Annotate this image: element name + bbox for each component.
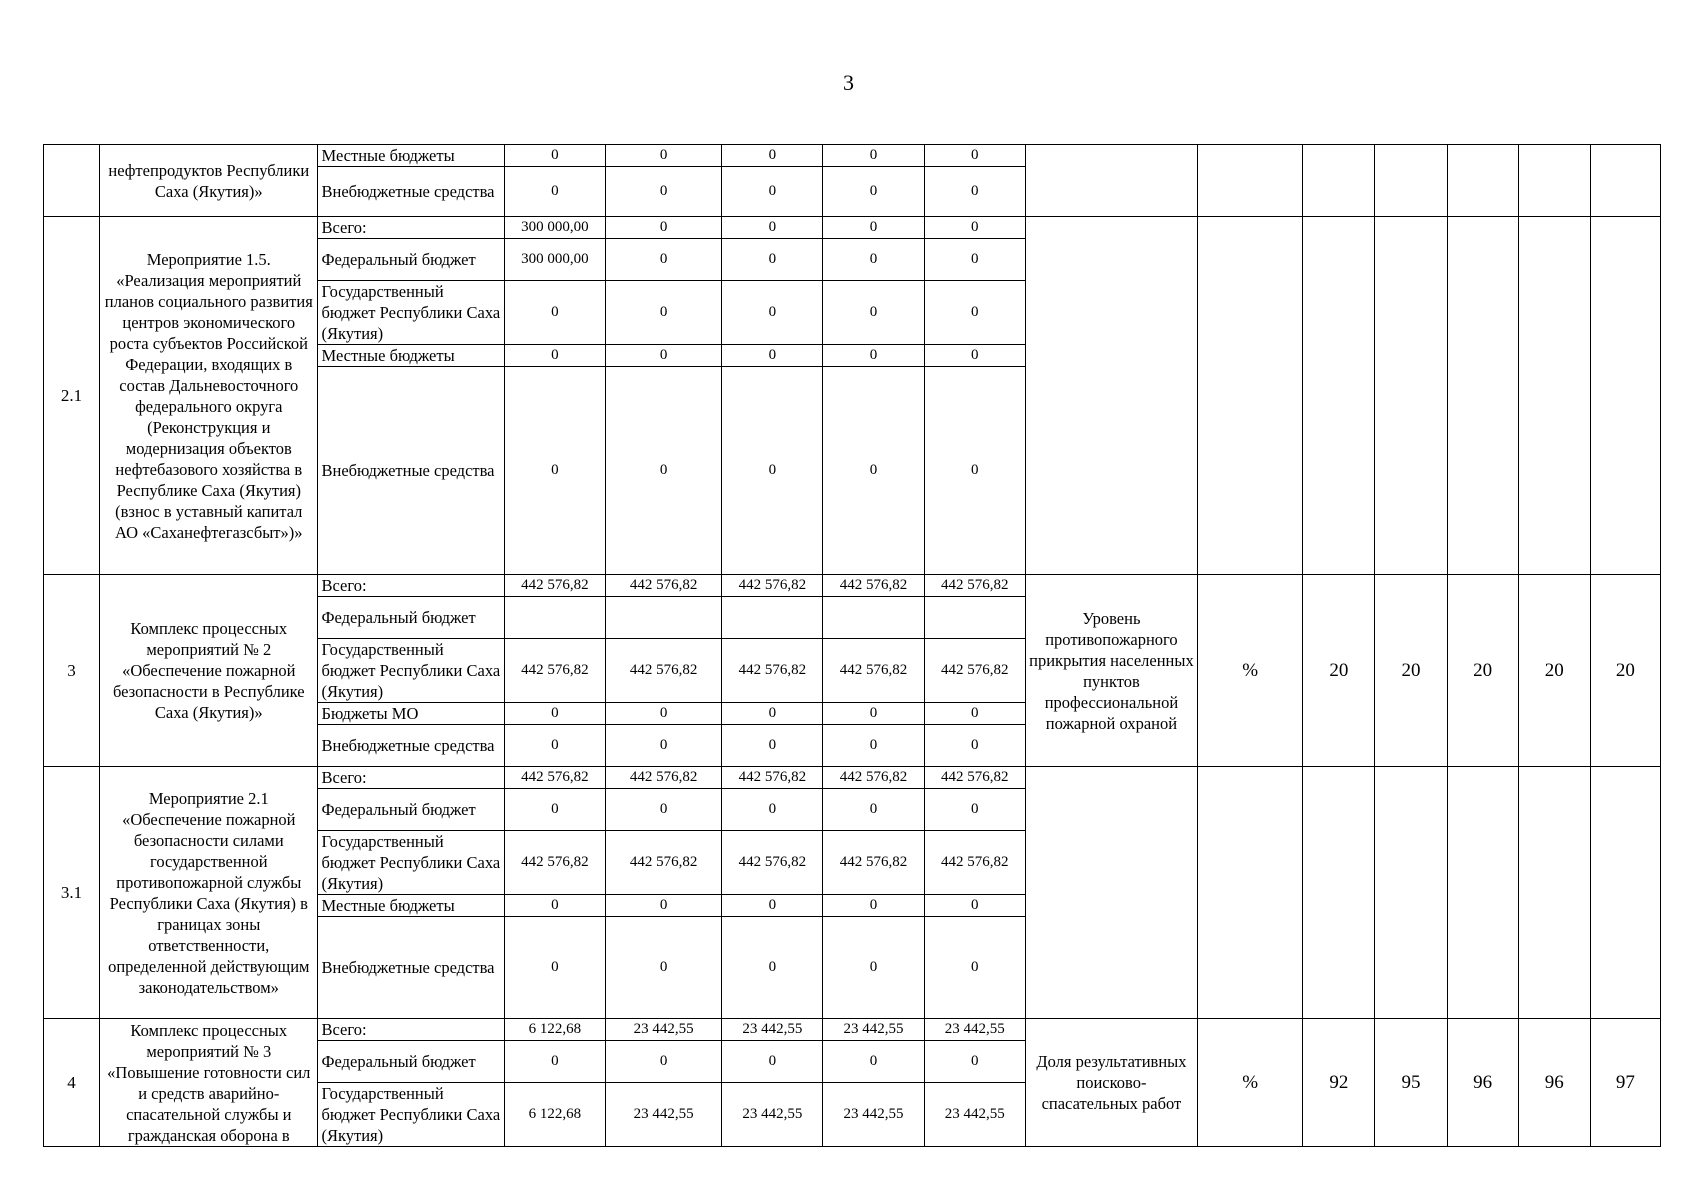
amount-cell: 442 576,82 xyxy=(722,575,823,597)
indicator-value-cell xyxy=(1447,217,1518,575)
amount-cell: 0 xyxy=(722,145,823,167)
amount-cell: 442 576,82 xyxy=(606,575,722,597)
page-number: 3 xyxy=(843,70,854,95)
table-row xyxy=(44,1019,1661,1041)
amount-cell: 0 xyxy=(504,367,605,575)
funding-source-cell: Федеральный бюджет xyxy=(318,597,504,639)
amount-cell: 23 442,55 xyxy=(924,1019,1025,1041)
amount-cell: 442 576,82 xyxy=(504,575,605,597)
amount-cell: 0 xyxy=(504,167,605,217)
amount-cell: 23 442,55 xyxy=(823,1083,924,1147)
amount-cell xyxy=(823,597,924,639)
amount-cell: 442 576,82 xyxy=(823,767,924,789)
amount-cell: 442 576,82 xyxy=(823,575,924,597)
amount-cell: 0 xyxy=(606,725,722,767)
amount-cell: 23 442,55 xyxy=(823,1019,924,1041)
indicator-cell xyxy=(1025,145,1197,217)
funding-source-cell: Федеральный бюджет xyxy=(318,789,504,831)
funding-source-cell: Бюджеты МО xyxy=(318,703,504,725)
amount-cell: 442 576,82 xyxy=(504,639,605,703)
amount-cell: 6 122,68 xyxy=(504,1019,605,1041)
amount-cell: 0 xyxy=(606,703,722,725)
amount-cell xyxy=(924,597,1025,639)
amount-cell: 0 xyxy=(823,703,924,725)
unit-cell xyxy=(1198,217,1303,575)
amount-cell: 442 576,82 xyxy=(504,767,605,789)
indicator-value-cell: 96 xyxy=(1518,1019,1590,1147)
amount-cell: 0 xyxy=(722,167,823,217)
amount-cell: 0 xyxy=(823,239,924,281)
table-row xyxy=(44,575,1661,597)
indicator-value-cell xyxy=(1518,145,1590,217)
funding-source-cell: Внебюджетные средства xyxy=(318,917,504,1019)
funding-source-cell: Государственный бюджет Республики Саха (Якутия) xyxy=(318,1083,504,1147)
amount-cell: 0 xyxy=(606,917,722,1019)
amount-cell: 23 442,55 xyxy=(606,1019,722,1041)
item-number-cell: 3 xyxy=(44,575,100,767)
table-row xyxy=(44,145,1661,167)
amount-cell: 0 xyxy=(722,367,823,575)
amount-cell: 442 576,82 xyxy=(606,639,722,703)
item-number-cell: 4 xyxy=(44,1019,100,1147)
funding-source-cell: Местные бюджеты xyxy=(318,895,504,917)
amount-cell: 0 xyxy=(504,895,605,917)
amount-cell: 23 442,55 xyxy=(722,1083,823,1147)
indicator-value-cell xyxy=(1303,767,1375,1019)
amount-cell: 0 xyxy=(504,725,605,767)
amount-cell: 0 xyxy=(606,145,722,167)
indicator-value-cell: 20 xyxy=(1590,575,1660,767)
amount-cell: 0 xyxy=(606,239,722,281)
indicator-value-cell xyxy=(1447,767,1518,1019)
indicator-value-cell xyxy=(1518,767,1590,1019)
amount-cell: 0 xyxy=(722,895,823,917)
amount-cell: 0 xyxy=(504,703,605,725)
amount-cell: 0 xyxy=(722,281,823,345)
amount-cell: 0 xyxy=(924,345,1025,367)
funding-source-cell: Федеральный бюджет xyxy=(318,1041,504,1083)
indicator-value-cell: 96 xyxy=(1447,1019,1518,1147)
amount-cell: 0 xyxy=(722,217,823,239)
amount-cell: 300 000,00 xyxy=(504,217,605,239)
amount-cell: 0 xyxy=(504,917,605,1019)
indicator-value-cell: 20 xyxy=(1303,575,1375,767)
amount-cell xyxy=(722,597,823,639)
indicator-value-cell xyxy=(1375,217,1447,575)
amount-cell: 0 xyxy=(606,217,722,239)
amount-cell: 0 xyxy=(924,895,1025,917)
amount-cell: 0 xyxy=(606,789,722,831)
funding-source-cell: Внебюджетные средства xyxy=(318,367,504,575)
item-number-cell: 2.1 xyxy=(44,217,100,575)
amount-cell: 442 576,82 xyxy=(606,831,722,895)
indicator-value-cell xyxy=(1590,767,1660,1019)
amount-cell: 0 xyxy=(924,367,1025,575)
amount-cell: 442 576,82 xyxy=(924,575,1025,597)
table-row xyxy=(44,217,1661,239)
amount-cell: 0 xyxy=(504,345,605,367)
item-name-cell: нефтепродуктов Республики Саха (Якутия)» xyxy=(100,145,318,217)
funding-source-cell: Внебюджетные средства xyxy=(318,725,504,767)
amount-cell: 23 442,55 xyxy=(606,1083,722,1147)
amount-cell: 442 576,82 xyxy=(722,767,823,789)
indicator-value-cell: 20 xyxy=(1518,575,1590,767)
amount-cell: 0 xyxy=(722,703,823,725)
indicator-value-cell: 97 xyxy=(1590,1019,1660,1147)
amount-cell: 0 xyxy=(722,345,823,367)
amount-cell: 442 576,82 xyxy=(722,831,823,895)
amount-cell: 0 xyxy=(504,145,605,167)
indicator-value-cell xyxy=(1447,145,1518,217)
funding-source-cell: Всего: xyxy=(318,575,504,597)
funding-source-cell: Всего: xyxy=(318,217,504,239)
amount-cell: 0 xyxy=(722,725,823,767)
amount-cell: 0 xyxy=(924,1041,1025,1083)
indicator-value-cell xyxy=(1375,767,1447,1019)
indicator-value-cell xyxy=(1518,217,1590,575)
funding-source-cell: Местные бюджеты xyxy=(318,145,504,167)
funding-source-cell: Всего: xyxy=(318,767,504,789)
table-row xyxy=(44,767,1661,789)
amount-cell: 0 xyxy=(606,167,722,217)
unit-cell xyxy=(1198,767,1303,1019)
item-name-cell: Комплекс процессных мероприятий № 2 «Обеспечение пожарной безопасности в Республике Саха (Якутия)» xyxy=(100,575,318,767)
amount-cell: 0 xyxy=(924,239,1025,281)
amount-cell: 0 xyxy=(924,217,1025,239)
funding-source-cell: Государственный бюджет Республики Саха (Якутия) xyxy=(318,281,504,345)
program-table xyxy=(43,144,1661,1147)
amount-cell: 0 xyxy=(823,725,924,767)
amount-cell: 0 xyxy=(823,345,924,367)
amount-cell: 0 xyxy=(924,145,1025,167)
indicator-value-cell xyxy=(1590,217,1660,575)
amount-cell: 0 xyxy=(823,895,924,917)
funding-source-cell: Всего: xyxy=(318,1019,504,1041)
amount-cell: 23 442,55 xyxy=(722,1019,823,1041)
indicator-value-cell: 92 xyxy=(1303,1019,1375,1147)
amount-cell: 0 xyxy=(823,1041,924,1083)
indicator-value-cell xyxy=(1375,145,1447,217)
indicator-value-cell xyxy=(1590,145,1660,217)
amount-cell: 0 xyxy=(823,789,924,831)
amount-cell: 0 xyxy=(924,917,1025,1019)
amount-cell: 0 xyxy=(924,703,1025,725)
item-number-cell xyxy=(44,145,100,217)
amount-cell: 0 xyxy=(504,1041,605,1083)
amount-cell: 0 xyxy=(924,167,1025,217)
unit-cell: % xyxy=(1198,575,1303,767)
amount-cell: 0 xyxy=(823,917,924,1019)
funding-source-cell: Государственный бюджет Республики Саха (Якутия) xyxy=(318,831,504,895)
amount-cell: 0 xyxy=(504,789,605,831)
amount-cell: 442 576,82 xyxy=(823,639,924,703)
indicator-value-cell xyxy=(1303,145,1375,217)
indicator-value-cell xyxy=(1303,217,1375,575)
funding-source-cell: Внебюджетные средства xyxy=(318,167,504,217)
funding-source-cell: Государственный бюджет Республики Саха (Якутия) xyxy=(318,639,504,703)
item-number-cell: 3.1 xyxy=(44,767,100,1019)
indicator-cell: Доля результативных поисково-спасательных работ xyxy=(1025,1019,1197,1147)
unit-cell: % xyxy=(1198,1019,1303,1147)
amount-cell xyxy=(504,597,605,639)
amount-cell: 442 576,82 xyxy=(823,831,924,895)
table-body xyxy=(44,145,1661,1147)
amount-cell: 0 xyxy=(924,789,1025,831)
item-name-cell: Комплекс процессных мероприятий № 3 «Повышение готовности сил и средств аварийно-спасательной службы и гражданская оборона в xyxy=(100,1019,318,1147)
amount-cell: 23 442,55 xyxy=(924,1083,1025,1147)
amount-cell: 0 xyxy=(823,367,924,575)
funding-source-cell: Местные бюджеты xyxy=(318,345,504,367)
amount-cell: 300 000,00 xyxy=(504,239,605,281)
indicator-cell xyxy=(1025,767,1197,1019)
amount-cell: 442 576,82 xyxy=(722,639,823,703)
amount-cell: 0 xyxy=(722,917,823,1019)
amount-cell: 442 576,82 xyxy=(924,639,1025,703)
item-name-cell: Мероприятие 1.5. «Реализация мероприятий планов социального развития центров экономического роста субъектов Российской Федерации, входящих в состав Дальневосточного федерального округа (Реконструкция и модернизация объектов нефтебазового хозяйства в Республике Саха (Якутия) (взнос в уставный капитал АО «Саханефтегазсбыт»)» xyxy=(100,217,318,575)
amount-cell: 0 xyxy=(722,789,823,831)
indicator-cell xyxy=(1025,217,1197,575)
funding-source-cell: Федеральный бюджет xyxy=(318,239,504,281)
amount-cell: 0 xyxy=(924,725,1025,767)
item-name-cell: Мероприятие 2.1 «Обеспечение пожарной безопасности силами государственной противопожарной службы Республики Саха (Якутия) в границах зоны ответственности, определенной действующим законодательством» xyxy=(100,767,318,1019)
amount-cell: 0 xyxy=(823,145,924,167)
unit-cell xyxy=(1198,145,1303,217)
indicator-value-cell: 95 xyxy=(1375,1019,1447,1147)
amount-cell: 442 576,82 xyxy=(924,831,1025,895)
amount-cell: 0 xyxy=(722,1041,823,1083)
amount-cell: 0 xyxy=(606,345,722,367)
indicator-value-cell: 20 xyxy=(1375,575,1447,767)
amount-cell: 0 xyxy=(606,1041,722,1083)
amount-cell: 0 xyxy=(924,281,1025,345)
amount-cell: 0 xyxy=(823,217,924,239)
amount-cell: 6 122,68 xyxy=(504,1083,605,1147)
amount-cell: 0 xyxy=(722,239,823,281)
amount-cell: 442 576,82 xyxy=(606,767,722,789)
amount-cell: 0 xyxy=(823,167,924,217)
amount-cell: 0 xyxy=(823,281,924,345)
amount-cell: 442 576,82 xyxy=(504,831,605,895)
indicator-cell: Уровень противопожарного прикрытия населенных пунктов профессиональной пожарной охраной xyxy=(1025,575,1197,767)
amount-cell: 0 xyxy=(606,281,722,345)
amount-cell: 0 xyxy=(504,281,605,345)
amount-cell: 0 xyxy=(606,367,722,575)
amount-cell: 442 576,82 xyxy=(924,767,1025,789)
indicator-value-cell: 20 xyxy=(1447,575,1518,767)
amount-cell xyxy=(606,597,722,639)
amount-cell: 0 xyxy=(606,895,722,917)
